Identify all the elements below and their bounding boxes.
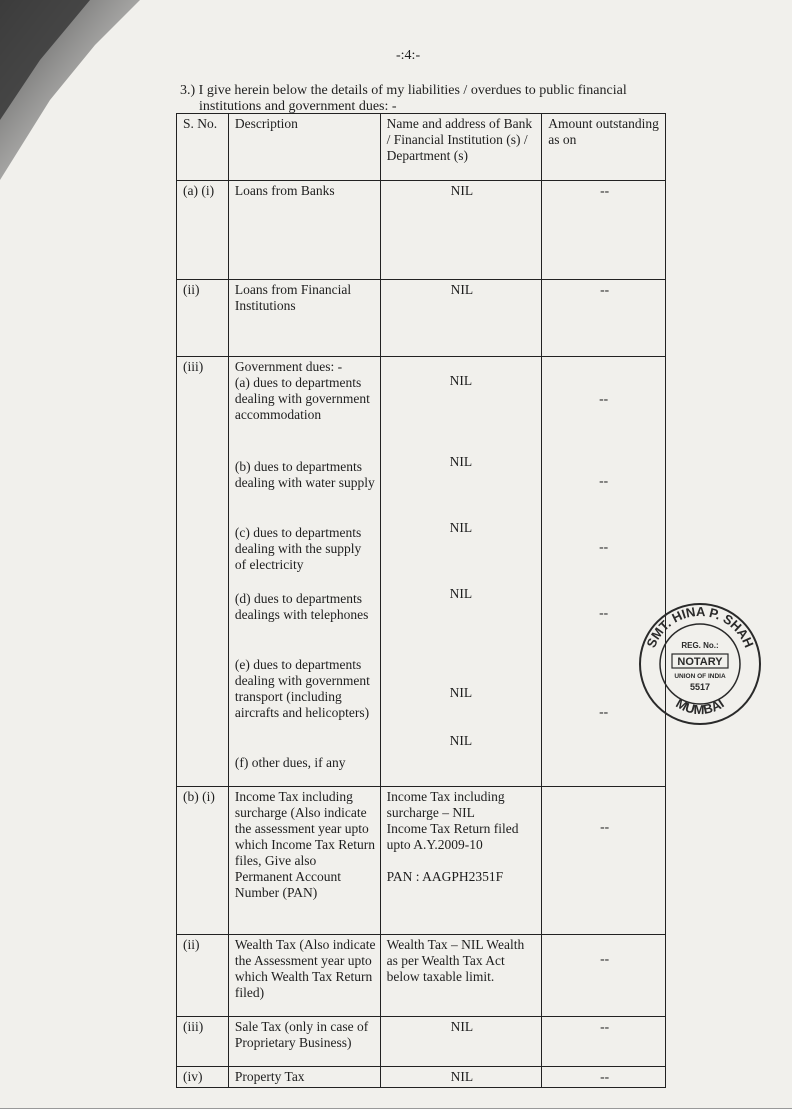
gov-due-name: NIL [449, 520, 473, 535]
pan-number: PAN : AAGPH2351F [386, 869, 504, 884]
gov-due-name: NIL [449, 685, 473, 700]
header-amount: Amount outstanding as on [542, 114, 666, 181]
seal-city: MUMBAI [673, 695, 727, 718]
gov-due-amount: -- [599, 473, 609, 488]
section-intro [180, 83, 660, 115]
row-amount: -- [542, 1017, 666, 1067]
row-amount [542, 935, 666, 1017]
gov-due-item: (b) dues to departments dealing with water supply [234, 459, 375, 490]
header-name: Name and address of Bank / Financial Institution (s) / Department (s) [380, 114, 542, 181]
row-sno: (ii) [177, 280, 229, 357]
gov-due-amount: -- [599, 391, 609, 406]
row-sno: (ii) [177, 935, 229, 1017]
gov-due-item: (d) dues to departments dealings with telephones [234, 591, 369, 622]
intro-line-2: institutions and government dues: - [199, 99, 397, 114]
amount-value: -- [600, 951, 610, 966]
table-row [177, 787, 666, 935]
row-sno: (a) (i) [177, 181, 229, 280]
table-row [177, 1017, 666, 1067]
row-name: NIL [380, 1067, 542, 1088]
row-sno: (iv) [177, 1067, 229, 1088]
seal-number: 5517 [689, 682, 711, 692]
row-name [380, 787, 542, 935]
table-row [177, 1067, 666, 1088]
gov-due-amount: -- [599, 704, 609, 719]
header-description: Description [228, 114, 380, 181]
gov-due-item: (e) dues to departments dealing with government transport (including aircrafts and helicopters) [234, 657, 370, 720]
row-amount [542, 787, 666, 935]
gov-dues-title: Government dues: - [234, 359, 343, 374]
row-description: Wealth Tax (Also indicate the Assessment year upto which Wealth Tax Return filed) [228, 935, 380, 1017]
liabilities-table [176, 113, 666, 1088]
seal-name: SMT. HINA P. SHAH [643, 603, 757, 650]
gov-due-name: NIL [449, 373, 473, 388]
row-sno: (iii) [177, 1017, 229, 1067]
table-row [177, 181, 666, 280]
notary-seal [638, 602, 762, 726]
table-row-government-dues [177, 357, 666, 787]
row-name: NIL [380, 280, 542, 357]
gov-due-name: NIL [449, 454, 473, 469]
table-header-row [177, 114, 666, 181]
seal-title: NOTARY [677, 656, 723, 668]
row-sno: (b) (i) [177, 787, 229, 935]
gov-due-amount: -- [599, 605, 609, 620]
gov-due-amount: -- [599, 539, 609, 554]
gov-due-item: (f) other dues, if any [234, 755, 346, 770]
seal-union: UNION OF INDIA [674, 673, 726, 680]
row-description: Property Tax [228, 1067, 380, 1088]
row-name: NIL [380, 1017, 542, 1067]
row-description [228, 357, 380, 787]
row-name [380, 357, 542, 787]
gov-due-item: (a) dues to departments dealing with government accommodation [234, 375, 370, 422]
income-tax-return: Income Tax Return filed upto A.Y.2009-10 [386, 821, 519, 852]
income-tax-status: Income Tax including surcharge – NIL [386, 789, 505, 820]
page-number: -:4:- [396, 48, 421, 63]
gov-due-name: NIL [449, 586, 473, 601]
row-amount: -- [542, 181, 666, 280]
row-name: Wealth Tax – NIL Wealth as per Wealth Tax Act below taxable limit. [380, 935, 542, 1017]
row-amount: -- [542, 280, 666, 357]
row-name: NIL [380, 181, 542, 280]
row-amount: -- [542, 1067, 666, 1088]
table-row [177, 280, 666, 357]
gov-due-name: NIL [449, 733, 473, 748]
header-sno: S. No. [177, 114, 229, 181]
table-row [177, 935, 666, 1017]
row-description: Income Tax including surcharge (Also indicate the assessment year upto which Income Tax Return files, Give also Permanent Account Number (PAN) [228, 787, 380, 935]
row-sno: (iii) [177, 357, 229, 787]
row-description: Sale Tax (only in case of Proprietary Business) [228, 1017, 380, 1067]
seal-reg: REG. No.: [681, 641, 719, 650]
gov-due-item: (c) dues to departments dealing with the supply of electricity [234, 525, 362, 572]
row-description: Loans from Banks [228, 181, 380, 280]
intro-line-1: 3.) I give herein below the details of my liabilities / overdues to public financial [180, 83, 627, 98]
row-description: Loans from Financial Institutions [228, 280, 380, 357]
amount-value: -- [600, 819, 610, 834]
